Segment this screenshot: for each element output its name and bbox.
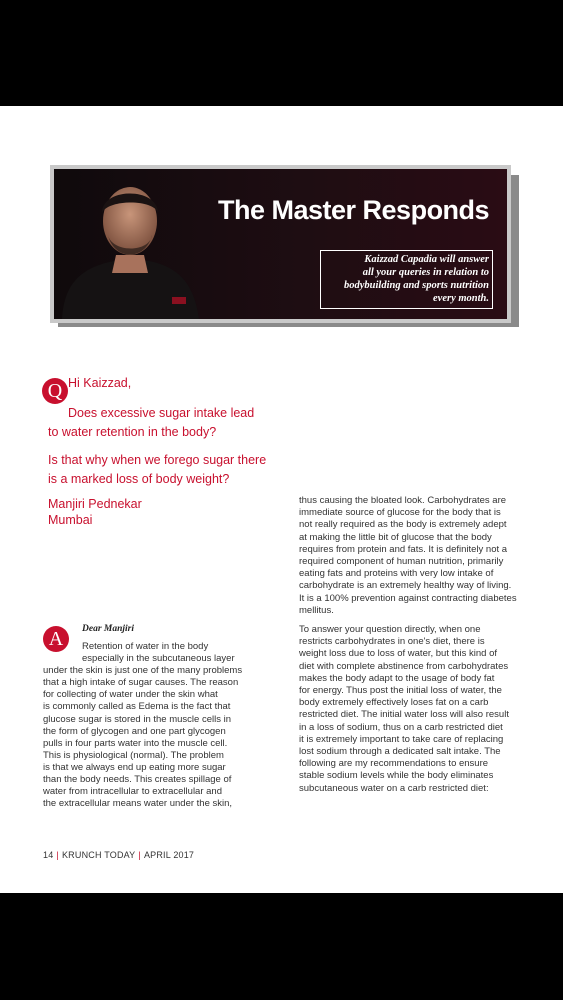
answer-line: the form of glycogen and one part glycogen (43, 725, 226, 737)
answer-line: pulls in four parts water into the muscle cell. (43, 737, 228, 749)
banner-title: The Master Responds (218, 195, 490, 225)
question-badge: Q (42, 378, 68, 404)
answer-line: immediate source of glucose for the body that is (299, 507, 501, 519)
banner-note-line: bodybuilding and sports nutrition (343, 280, 489, 291)
answer-line: mellitus. (299, 604, 334, 616)
answer-line: that a high intake of sugar causes. The reason (43, 677, 239, 689)
answer-line: the extracellular means water under the skin, (43, 798, 233, 810)
answer-paragraph (299, 624, 521, 795)
answer-line: subcutaneous water on a carb restricted diet: (299, 782, 489, 794)
answer-line: following are my recommendations to ensure (299, 758, 489, 770)
magazine-name: KRUNCH TODAY (61, 850, 136, 860)
answer-line: restricts carbohydrates in one's diet, there is (299, 636, 485, 648)
answer-line: Retention of water in the body (82, 641, 209, 652)
answer-line: glucose sugar is stored in the muscle cells in (43, 713, 231, 725)
answer-line: carbohydrate is an extremely healthy way of living. (299, 580, 512, 592)
answer-line: makes the body adapt to the usage of body fat (299, 672, 495, 684)
answer-line: diet with complete abstinence from carbohydrates (299, 660, 509, 672)
answer-line: water from intracellular to extracellular and (43, 786, 222, 798)
answer-line: restricted diet. The initial water loss will also result (299, 709, 509, 721)
question-signature (48, 496, 142, 528)
answer-line: for collecting of water under the skin what (43, 689, 218, 701)
author-portrait (54, 169, 204, 319)
banner-note-line: all your queries in relation to (362, 267, 489, 278)
answer-line: It is a 100% prevention against contracting diabetes (299, 592, 517, 604)
answer-greeting: Dear Manjiri (82, 624, 134, 634)
answer-line: than the body needs. This creates spillage of (43, 774, 232, 786)
asker-name: Manjiri Pednekar (48, 497, 142, 511)
page-number: 14 (43, 850, 54, 860)
answer-line: To answer your question directly, when one (299, 624, 481, 636)
magazine-page (0, 106, 563, 893)
question-text (48, 374, 280, 489)
banner (50, 165, 511, 323)
question-line: to water retention in the body? (48, 425, 217, 439)
answer-line: requires from protein and fats. It is definitely not a (299, 543, 508, 555)
answer-line: under the skin is just one of the many problems (43, 665, 243, 677)
answer-line: eating fats and proteins with very low intake of (299, 568, 494, 580)
answer-badge: A (43, 626, 69, 652)
answer-line: is that we always end up eating more sugar (43, 761, 226, 773)
answer-line: body extremely effectively loses fat on a carb (299, 697, 489, 709)
answer-line: This is physiological (normal). The problem (43, 749, 224, 761)
answer-line: stable sodium levels while the body eliminates (299, 770, 494, 782)
answer-paragraph (299, 495, 521, 617)
answer-line: is commonly called as Edema is the fact that (43, 701, 231, 713)
answer-column-right (299, 495, 521, 802)
answer-line: it is extremely important to take care of replacing (299, 733, 504, 745)
banner-note-line: every month. (433, 293, 489, 304)
answer-line: lost sodium through a dedicated salt intake. The (299, 746, 501, 758)
answer-line: thus causing the bloated look. Carbohydrates are (299, 495, 507, 506)
question-line: Hi Kaizzad, (68, 376, 132, 390)
question-line: is a marked loss of body weight? (48, 472, 230, 486)
answer-line: in a loss of sodium, thus on a carb restricted diet (299, 721, 503, 733)
banner-note-line: Kaizzad Capadia will answer (364, 254, 489, 265)
answer-line: not really required as the body is extremely adept (299, 519, 507, 531)
answer-column-left (43, 641, 258, 810)
issue-date: APRIL 2017 (143, 850, 195, 860)
asker-city: Mumbai (48, 513, 93, 527)
question-line: Does excessive sugar intake lead (68, 406, 255, 420)
answer-line: especially in the subcutaneous layer (82, 653, 235, 665)
banner-note (320, 250, 493, 309)
page-footer: 14 | KRUNCH TODAY | APRIL 2017 (43, 850, 195, 860)
answer-line: required component of human nutrition, primarily (299, 556, 504, 568)
answer-line: at making the little bit of glucose that the body (299, 531, 492, 543)
question-line: Is that why when we forego sugar there (48, 453, 267, 467)
answer-line: for energy. Thus post the initial loss of water, the (299, 685, 502, 697)
answer-line: weight loss due to loss of water, but this kind of (299, 648, 498, 660)
